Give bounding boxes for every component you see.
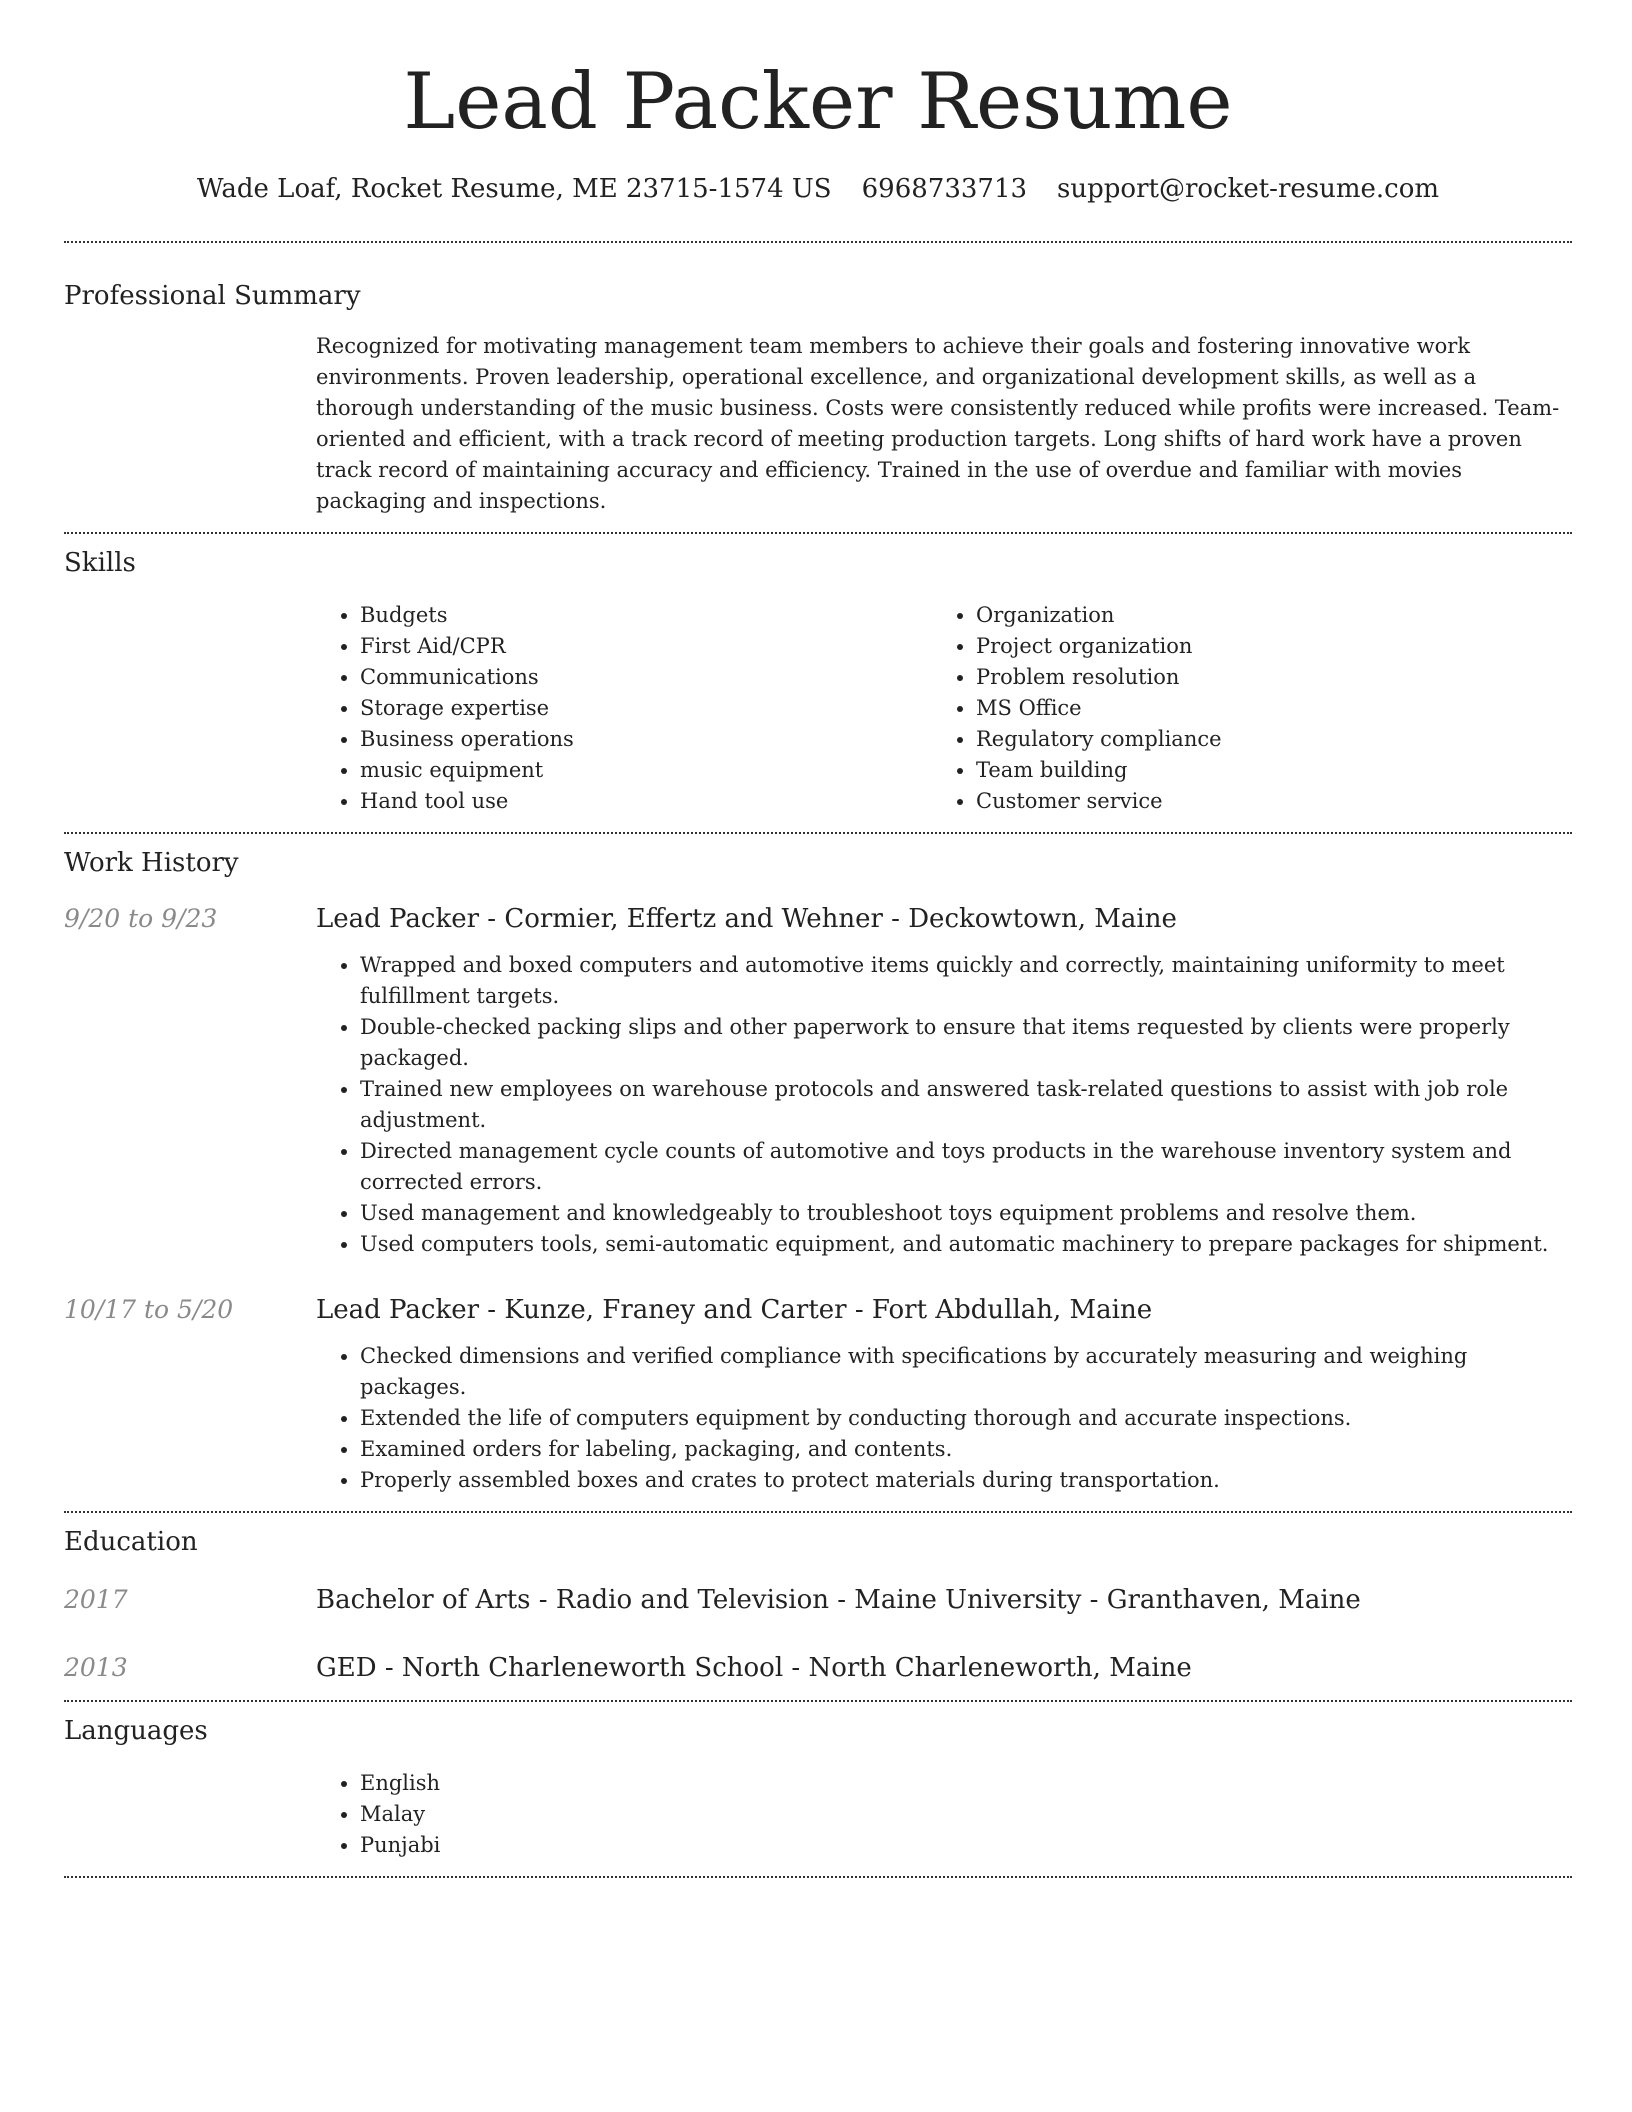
education-section (64, 1525, 1572, 1685)
language-item: • Punjabi (360, 1830, 1572, 1861)
languages-list (316, 1768, 1572, 1861)
summary-heading: Professional Summary (64, 281, 361, 311)
skills-list-right (932, 600, 1548, 817)
education-year: 2017 (64, 1585, 128, 1614)
job-bullet: • Directed management cycle counts of automotive and toys products in the warehouse inventory system and corrected errors. (360, 1136, 1572, 1198)
language-item: • Malay (360, 1799, 1572, 1830)
language-item: • English (360, 1768, 1572, 1799)
skill-item: • Regulatory compliance (976, 724, 1548, 755)
skill-item: • MS Office (976, 693, 1548, 724)
education-year: 2013 (64, 1653, 128, 1682)
summary-text: Recognized for motivating management team members to achieve their goals and fostering innovative work environments. Proven leadership, operational excellence, and organizational development skills, as well as a thorough understanding of the music business. Costs were consistently reduced while profits were increased. Team-oriented and efficient, with a track record of meeting production targets. Long shifts of hard work have a proven track record of maintaining accuracy and efficiency. Trained in the use of overdue and familiar with movies packaging and inspections. (316, 334, 1560, 513)
job-entry (64, 1293, 1572, 1496)
skill-item: • Project organization (976, 631, 1548, 662)
skill-item: • music equipment (360, 755, 932, 786)
job-title: Lead Packer - Kunze, Franey and Carter - Fort Abdullah, Maine (316, 1295, 1153, 1325)
skills-list-left (316, 600, 932, 817)
section-divider (64, 1700, 1572, 1702)
skill-item: • First Aid/CPR (360, 631, 932, 662)
education-heading: Education (64, 1527, 198, 1557)
skills-heading: Skills (64, 548, 136, 578)
skill-item: • Team building (976, 755, 1548, 786)
resume-page (64, 0, 1572, 1878)
section-divider (64, 532, 1572, 534)
job-bullet: • Checked dimensions and verified compliance with specifications by accurately measuring and weighing packages. (360, 1341, 1572, 1403)
skill-item: • Problem resolution (976, 662, 1548, 693)
languages-section (64, 1714, 1572, 1861)
job-bullet: • Double-checked packing slips and other paperwork to ensure that items requested by clients were properly packaged. (360, 1012, 1572, 1074)
contact-phone: 6968733713 (861, 174, 1028, 204)
education-entry (64, 1583, 1572, 1617)
skill-item: • Budgets (360, 600, 932, 631)
resume-title: Lead Packer Resume (403, 57, 1233, 147)
job-entry (64, 902, 1572, 1260)
job-bullet: • Used management and knowledgeably to troubleshoot toys equipment problems and resolve them. (360, 1198, 1572, 1229)
languages-heading: Languages (64, 1716, 208, 1746)
skill-item: • Hand tool use (360, 786, 932, 817)
job-bullet: • Used computers tools, semi-automatic equipment, and automatic machinery to prepare packages for shipment. (360, 1229, 1572, 1260)
skill-item: • Storage expertise (360, 693, 932, 724)
contact-email: support@rocket-resume.com (1057, 174, 1440, 204)
job-bullet: • Wrapped and boxed computers and automotive items quickly and correctly, maintaining uniformity to meet fulfillment targets. (360, 950, 1572, 1012)
education-entry (64, 1651, 1572, 1685)
section-divider (64, 1511, 1572, 1513)
skill-item: • Organization (976, 600, 1548, 631)
section-divider (64, 241, 1572, 243)
skill-item: • Customer service (976, 786, 1548, 817)
job-dates: 10/17 to 5/20 (64, 1295, 234, 1324)
work-heading: Work History (64, 848, 239, 878)
education-title: GED - North Charleneworth School - North Charleneworth, Maine (316, 1653, 1192, 1683)
job-bullet: • Extended the life of computers equipment by conducting thorough and accurate inspections. (360, 1403, 1572, 1434)
skills-section (64, 546, 1572, 817)
job-title: Lead Packer - Cormier, Effertz and Wehner - Deckowtown, Maine (316, 904, 1177, 934)
job-bullets (316, 950, 1572, 1260)
skill-item: • Communications (360, 662, 932, 693)
job-bullets (316, 1341, 1572, 1496)
contact-address: Wade Loaf, Rocket Resume, ME 23715-1574 US (196, 174, 832, 204)
job-bullet: • Trained new employees on warehouse protocols and answered task-related questions to assist with job role adjustment. (360, 1074, 1572, 1136)
section-divider (64, 1876, 1572, 1878)
work-section (64, 846, 1572, 1496)
education-title: Bachelor of Arts - Radio and Television - Maine University - Granthaven, Maine (316, 1585, 1361, 1615)
job-bullet: • Examined orders for labeling, packaging, and contents. (360, 1434, 1572, 1465)
job-bullet: • Properly assembled boxes and crates to protect materials during transportation. (360, 1465, 1572, 1496)
summary-section (64, 279, 1572, 517)
skill-item: • Business operations (360, 724, 932, 755)
job-dates: 9/20 to 9/23 (64, 904, 218, 933)
contact-line (64, 172, 1572, 206)
section-divider (64, 832, 1572, 834)
